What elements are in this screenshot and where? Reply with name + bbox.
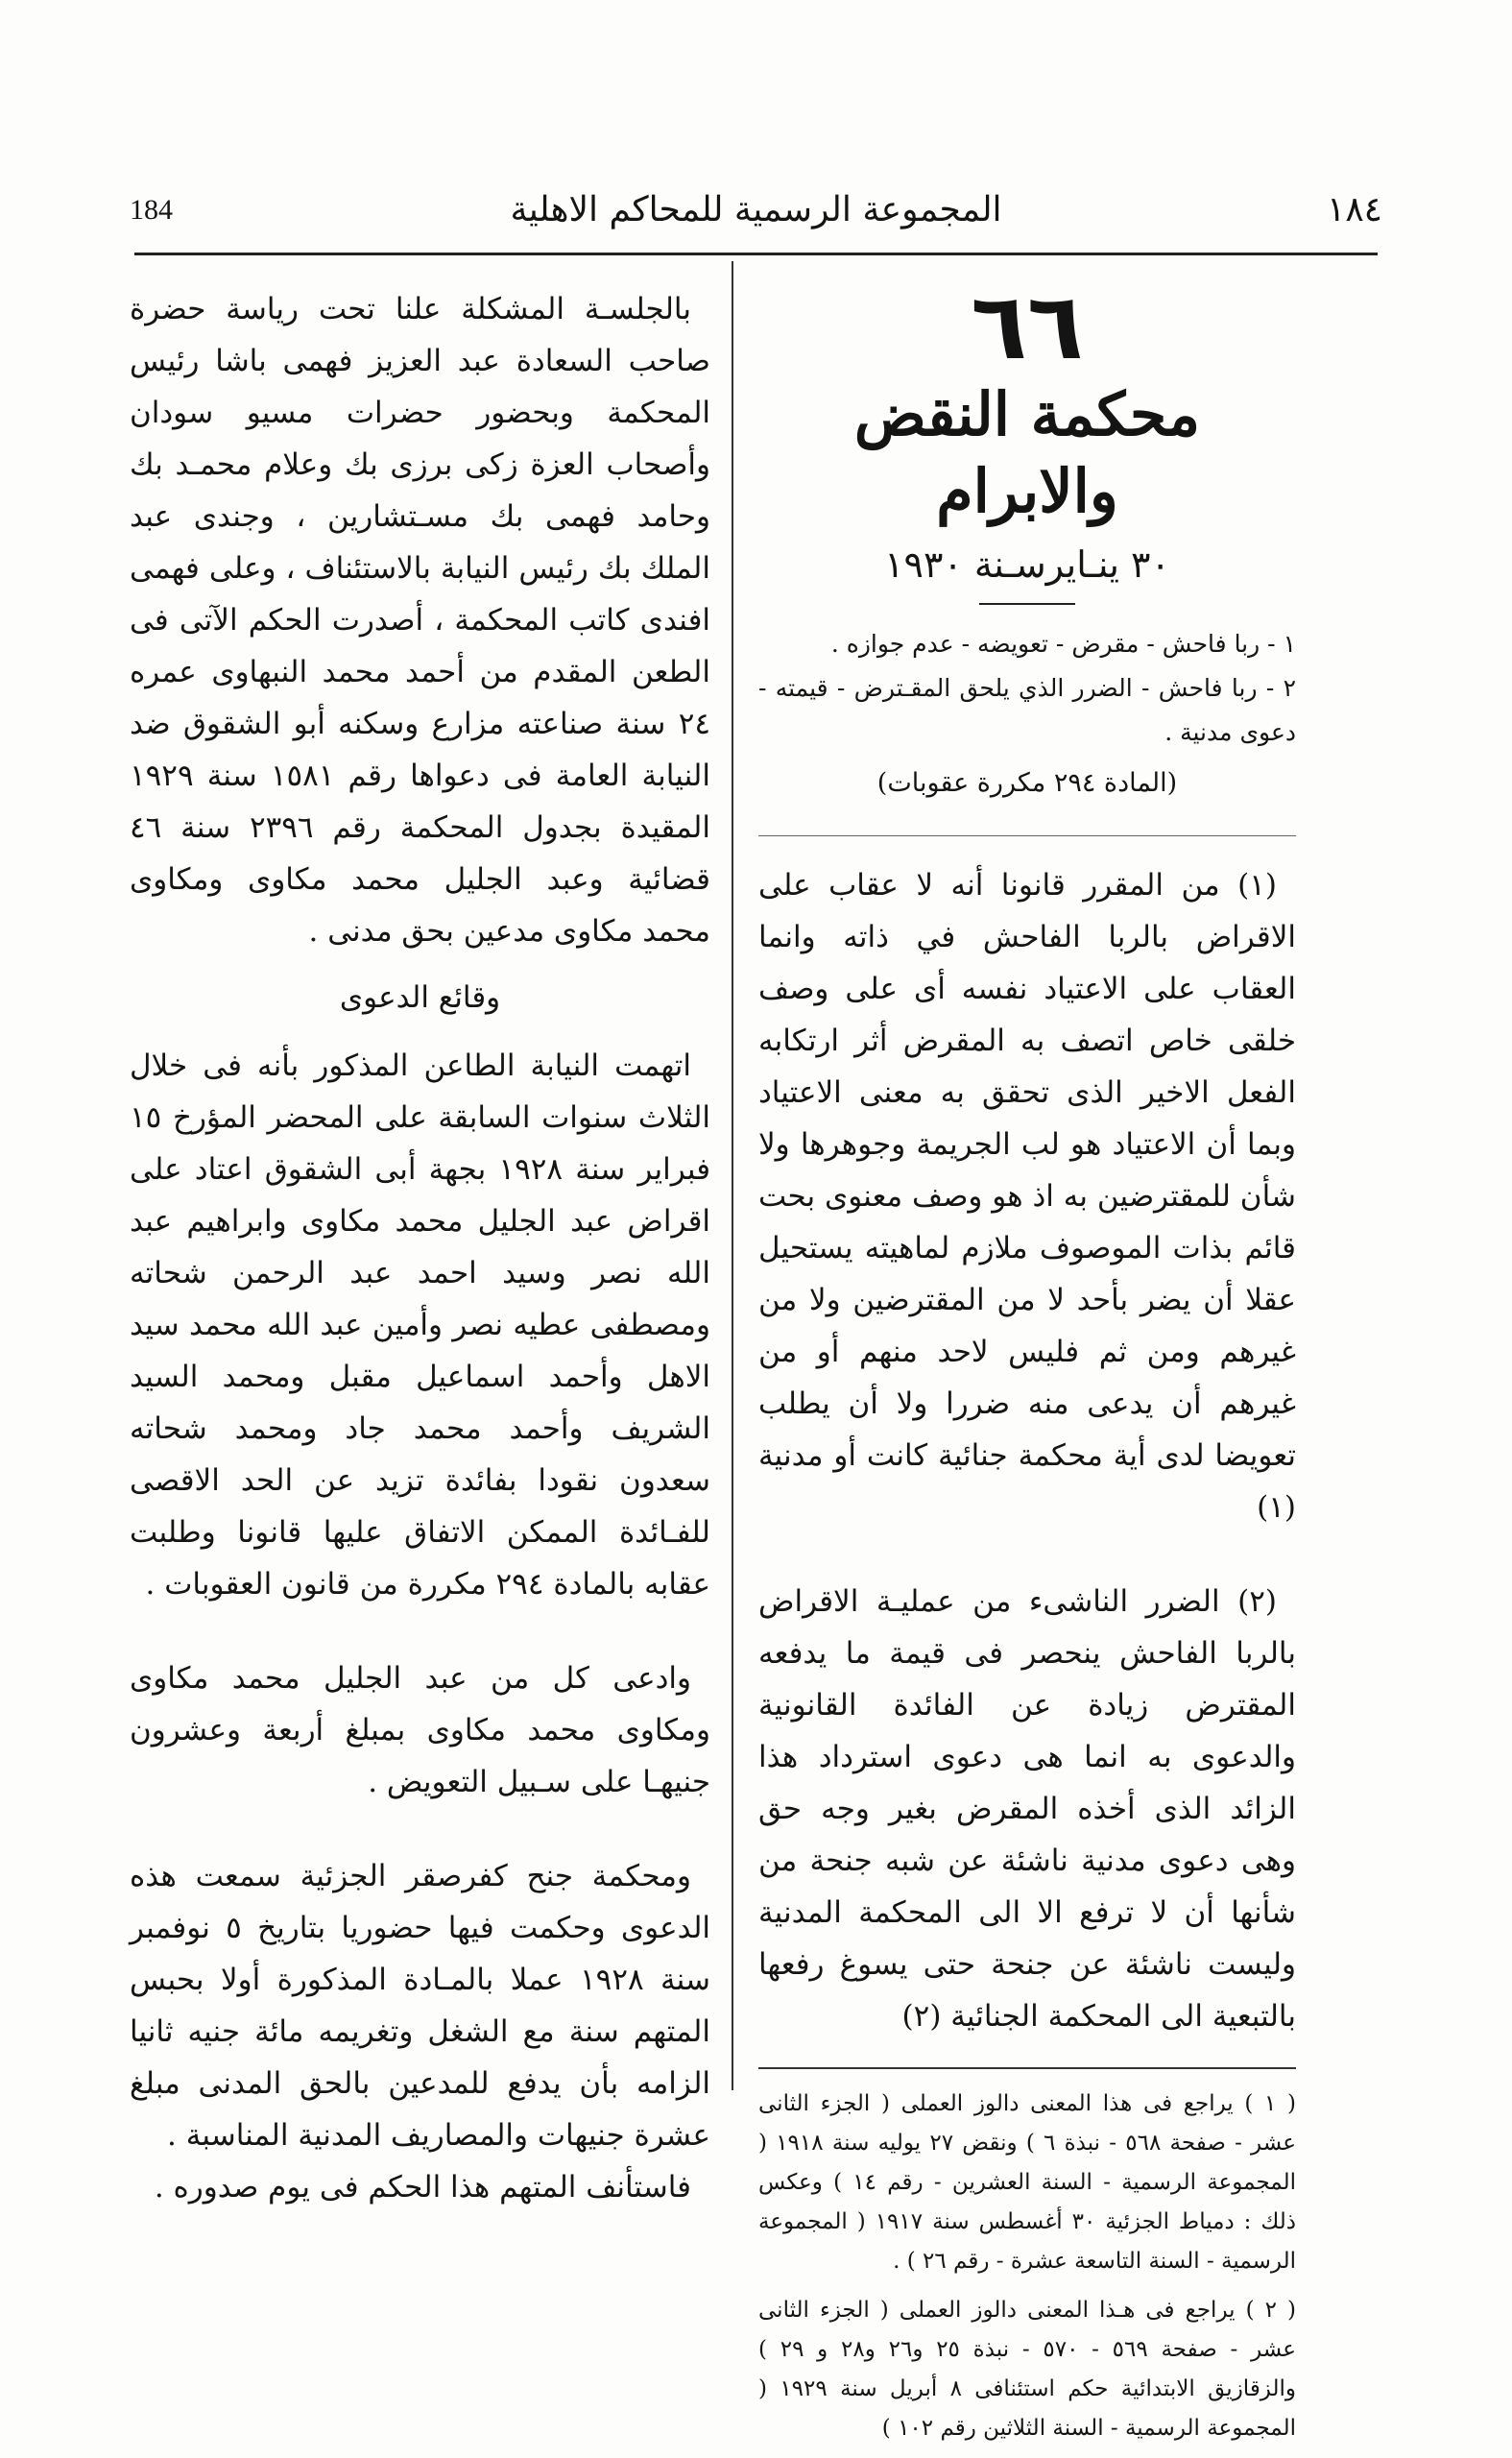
title-rule [979, 603, 1075, 605]
intro-paragraph: بالجلسـة المشكلة علنا تحت رياسة حضرة صاحب السعادة عبد العزيز فهمى باشا رئيس المحكمة وبحضور حضرات مسيو سودان وأصحاب العزة زكى برزى بك وعلام محمـد بك وحامد فهمى بك مسـتشارين ، وجندى عبد الملك بك رئيس النيابة بالاستئناف ، وعلى فهمى افندى كاتب المحكمة ، أصدرت الحكم الآتى فى الطعن المقدم من أحمد محمد النبهاوى عمره ٢٤ سنة صناعته مزارع وسكنه أبو الشقوق ضد النيابة العامة فى دعواها رقم ١٥٨١ سنة ١٩٢٩ المقيدة بجدول المحكمة رقم ٢٣٩٦ سنة ٤٦ قضائية وعبد الجليل محمد مكاوى ومكاوى محمد مكاوى مدعين بحق مدنى . [130, 292, 710, 949]
keyword-line: ٢ - ربا فاحش - الضرر الذي يلحق المقـترض - قيمته - دعوى مدنية . [758, 674, 1296, 746]
facts-paragraph: ومحكمة جنح كفرصقر الجزئية سمعت هذه الدعوى وحكمت فيها حضوريا بتاريخ ٥ نوفمبر سنة ١٩٢٨ عملا بالمـادة المذكورة أولا بحبس المتهم سنة مع الشغل وتغريمه مائة جنيه ثانيا الزامه بأن يدفع للمدعين بالحق المدنى مبلغ عشرة جنيهات والمصاريف المدنية المناسبة . [130, 1859, 710, 2153]
page-number-arabic: ١٨٤ [1326, 190, 1382, 229]
facts-heading: وقائع الدعوى [339, 980, 501, 1015]
page-header [115, 182, 1397, 250]
keyword-line: ١ - ربا فاحش - مقرض - تعويضه - عدم جوازه . [830, 630, 1296, 658]
running-title: المجموعة الرسمية للمحاكم الاهلية [510, 190, 1002, 229]
footnote: ( ٢ ) يراجع فى هـذا المعنى دالوز العملى ( الجزء الثانى عشر - صفحة ٥٦٩ - ٥٧٠ - نبذة ٢٥ و٢٦ و٢٨ و ٢٩ ) والزقازيق الابتدائية حكم استئنافى ٨ أبريل سنة ١٩٢٩ ( المجموعة الرسمية - السنة الثلاثين رقم ١٠٢ ) [758, 2298, 1297, 2441]
case-number: ٦٦ [971, 273, 1084, 380]
section-separator [758, 835, 1296, 836]
column-divider [732, 261, 733, 2090]
facts-paragraph: فاستأنف المتهم هذا الحكم فى يوم صدوره . [154, 2170, 691, 2205]
page-number-latin: 184 [130, 194, 173, 226]
paragraph-gap [130, 1808, 710, 1850]
headnote-column [758, 273, 1297, 2458]
case-date: ٣٠ ينـايرسـنة ١٩٣٠ [884, 543, 1170, 586]
court-name: محكمة النقض والابرام [853, 379, 1201, 526]
footnote: ( ١ ) يراجع فى هذا المعنى دالوز العملى ( الجزء الثانى عشر - صفحة ٥٦٨ - نبذة ٦ ) ونقض ٢٧ يوليه سنة ١٩١٨ ( المجموعة الرسمية - السنة العشرين - رقم ١٤ ) وعكس ذلك : دمياط الجزئية ٣٠ أغسطس سنة ١٩١٧ ( المجموعة الرسمية - السنة التاسعة عشرة - رقم ٢٦ ) . [758, 2091, 1297, 2274]
footnote-rule [758, 2067, 1296, 2069]
paragraph-gap [130, 1610, 710, 1652]
principle-paragraph: (١) من المقرر قانونا أنه لا عقاب على الاقراض بالربا الفاحش في ذاته وانما العقاب على الاعتياد نفسه أى على وصف خلقى خاص اتصف به المقرض أثر ارتكابه الفعل الاخير الذى تحقق به معنى الاعتياد وبما أن الاعتياد هو لب الجريمة وجوهرها ولا شأن للمقترضين به اذ هو وصف معنوى بحت قائم بذات الموصوف ملازم لماهيته يستحيل عقلا أن يضر بأحد لا من المقترضين ولا من غيرهم ومن ثم فليس لاحد منهم أو من غيرهم أن يدعى منه ضررا ولا أن يطلب تعويضا لدى أية محكمة جنائية كانت أو مدنية (١) [758, 868, 1296, 1525]
judgment-column [130, 283, 710, 2213]
article-reference: (المادة ٢٩٤ مكررة عقوبات) [876, 768, 1178, 798]
paragraph-gap [758, 1533, 1296, 1576]
header-rule [134, 253, 1378, 255]
facts-paragraph: وادعى كل من عبد الجليل محمد مكاوى ومكاوى محمد مكاوى بمبلغ أربعة وعشرون جنيهـا على سـبيل التعويض . [130, 1661, 710, 1799]
principle-paragraph: (٢) الضرر الناشىء من عمليـة الاقراض بالربا الفاحش ينحصر فى قيمة ما يدفعه المقترض زيادة عن الفائدة القانونية والدعوى به انما هى دعوى استرداد هذا الزائد الذى أخذه المقرض بغير وجه حق وهى دعوى مدنية ناشئة عن شبه جنحة من شأنها أن لا ترفع الا الى المحكمة المدنية وليست ناشئة عن جنحة حتى يسوغ رفعها بالتبعية الى المحكمة الجنائية (٢) [758, 1584, 1296, 2034]
facts-paragraph: اتهمت النيابة الطاعن المذكور بأنه فى خلال الثلاث سنوات السابقة على المحضر المؤرخ ١٥ فبراير سنة ١٩٢٨ بجهة أبى الشقوق اعتاد على اقراض عبد الجليل محمد مكاوى وابراهيم عبد الله نصر وسيد احمد عبد الرحمن شحاته ومصطفى عطيه نصر وأمين عبد الله محمد سيد الاهل وأحمد اسماعيل مقبل ومحمد السيد الشريف وأحمد محمد جاد ومحمد شحاته سعدون نقودا بفائدة تزيد عن الحد الاقصى للفـائدة الممكن الاتفاق عليها قانونا وطلبت عقابه بالمادة ٢٩٤ مكررة من قانون العقوبات . [130, 1048, 711, 1602]
